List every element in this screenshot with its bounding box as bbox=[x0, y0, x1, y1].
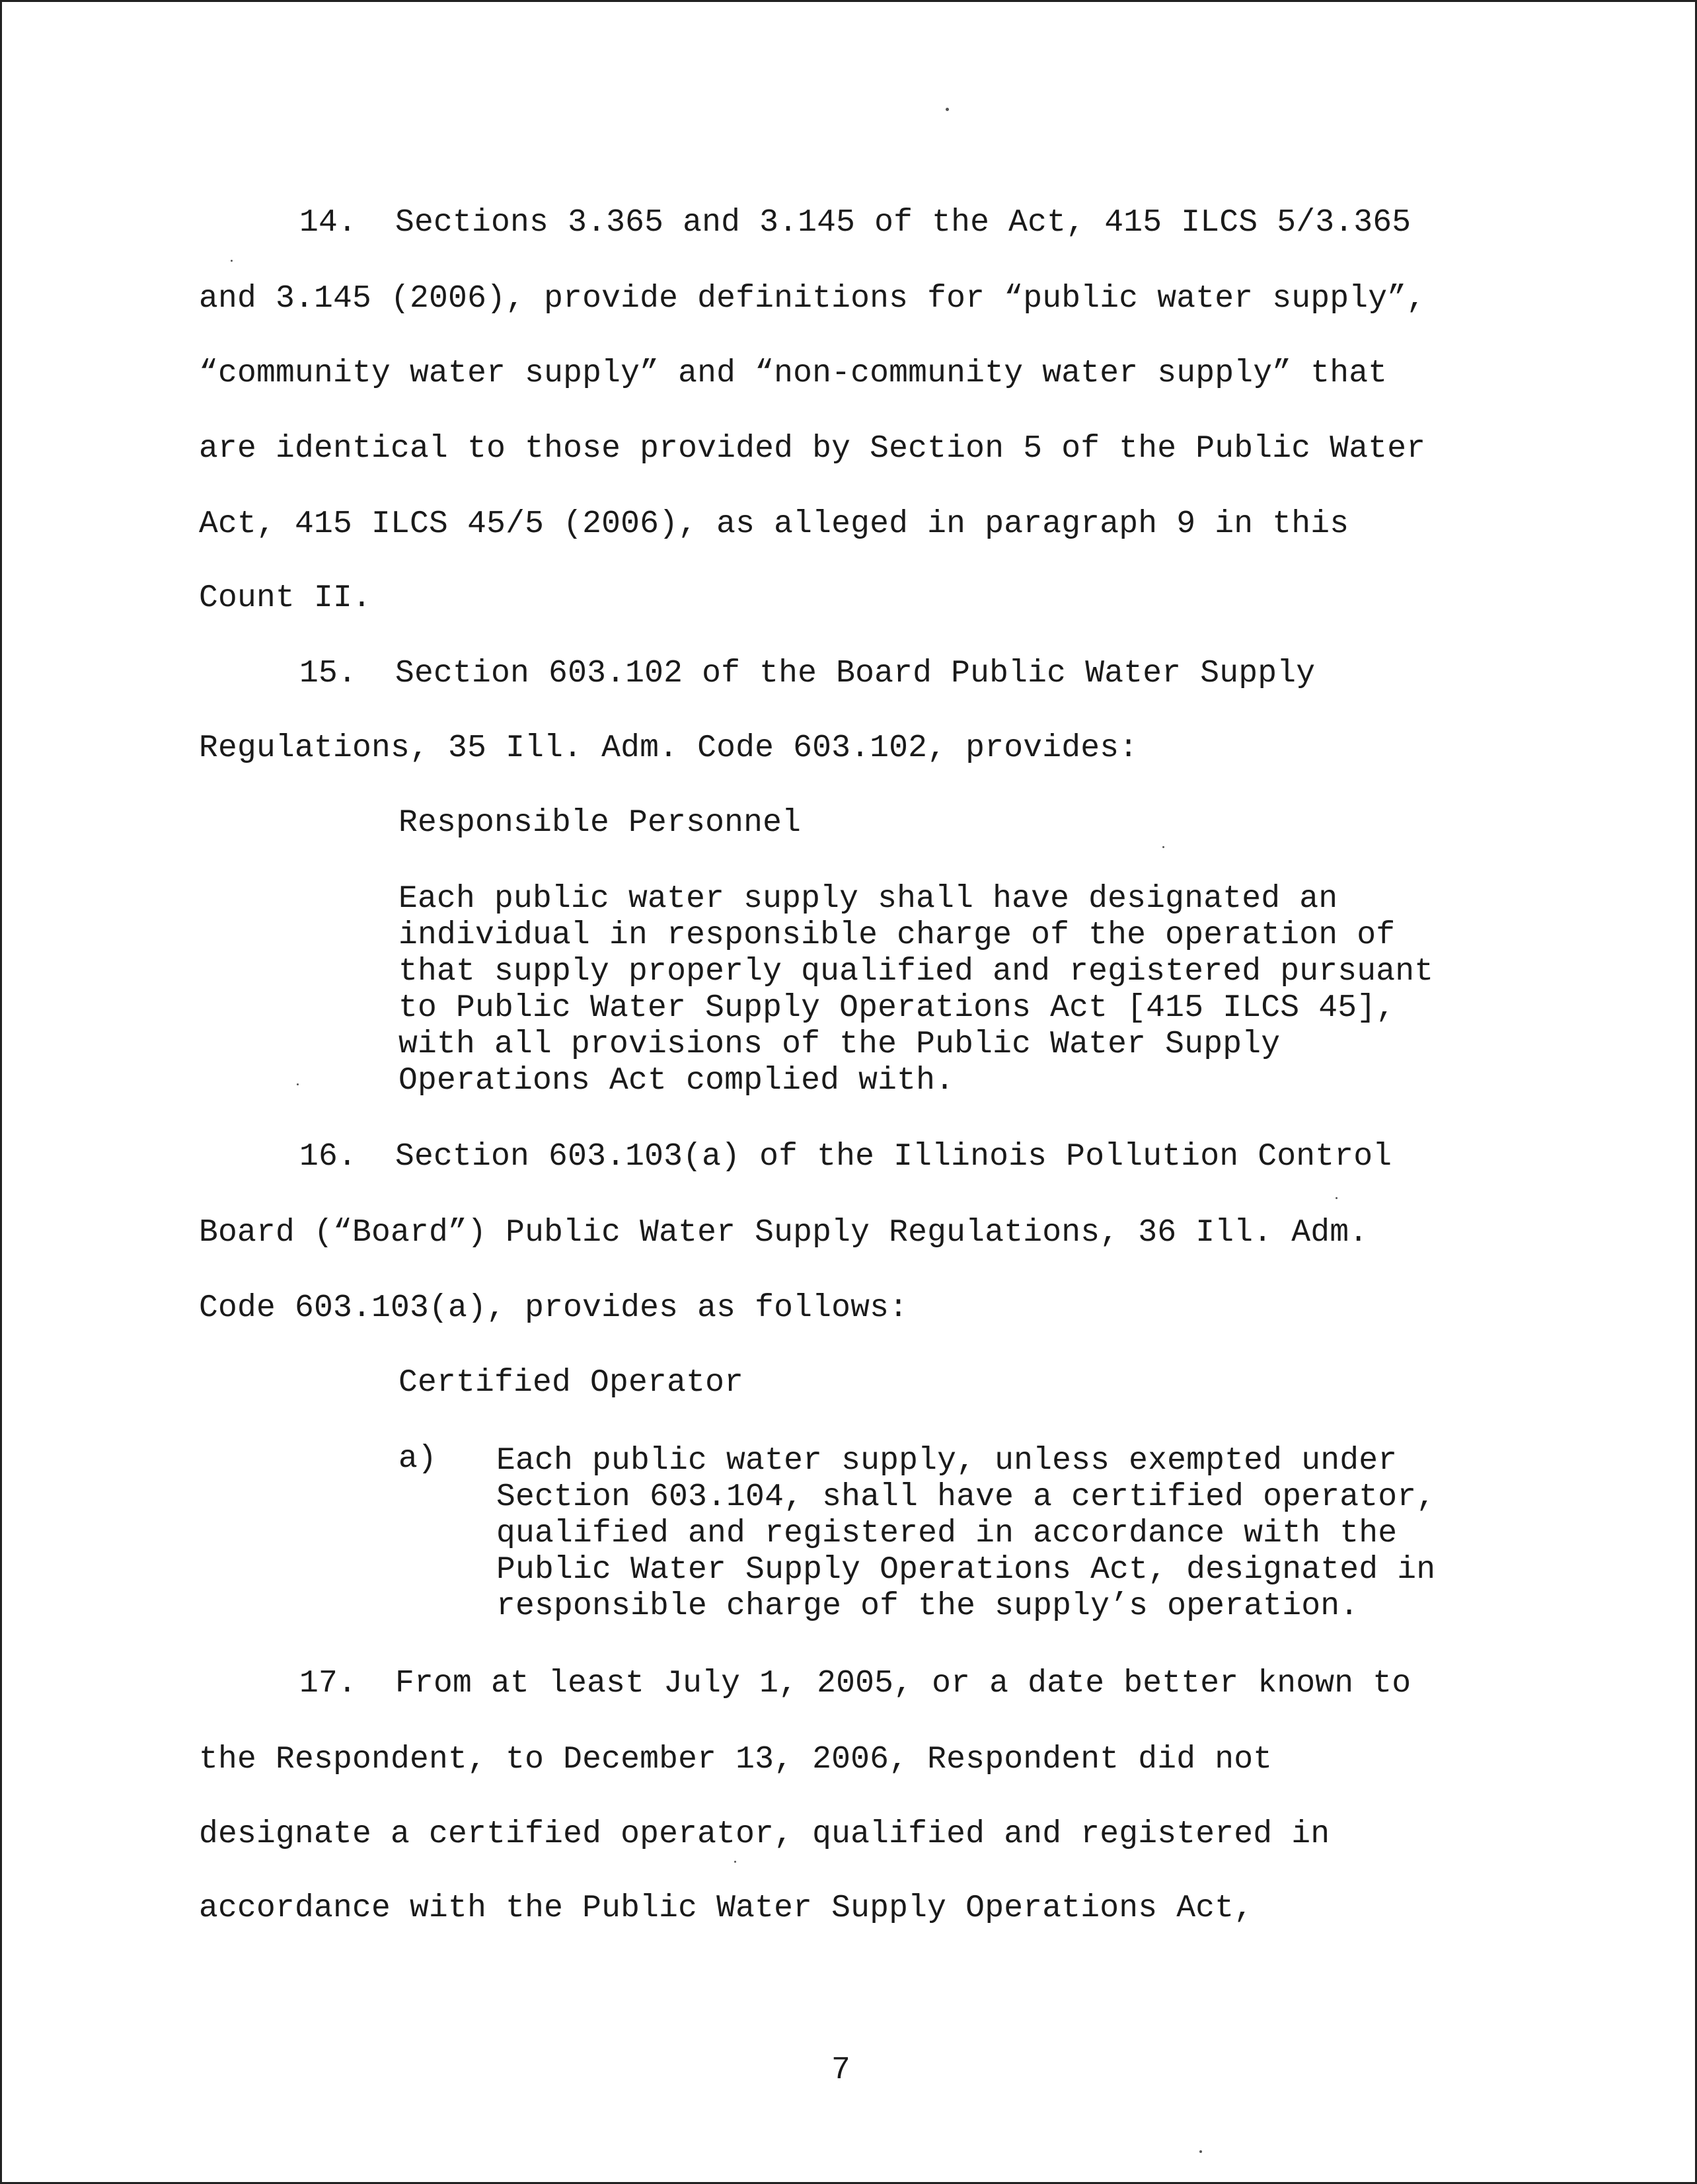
paragraph-17-line-2: the Respondent, to December 13, 2006, Respondent did not bbox=[199, 1742, 1273, 1777]
paragraph-15-line-2: Regulations, 35 Ill. Adm. Code 603.102, provides: bbox=[199, 730, 1139, 766]
quote-16-item-label: a) bbox=[398, 1441, 437, 1477]
quote-15-line-2: individual in responsible charge of the operation of bbox=[398, 917, 1396, 953]
paragraph-14-line-5: Act, 415 ILCS 45/5 (2006), as alleged in paragraph 9 in this bbox=[199, 506, 1349, 542]
paragraph-14-line-1: 14. Sections 3.365 and 3.145 of the Act, 415 ILCS 5/3.365 bbox=[299, 205, 1412, 241]
paragraph-17-line-1: 17. From at least July 1, 2005, or a date better known to bbox=[299, 1666, 1412, 1701]
paragraph-17-line-4: accordance with the Public Water Supply Operations Act, bbox=[199, 1891, 1254, 1926]
quote-16-line-3: qualified and registered in accordance with the bbox=[496, 1516, 1398, 1551]
scan-speck bbox=[297, 1083, 299, 1085]
quote-heading-certified-operator: Certified Operator bbox=[398, 1365, 744, 1401]
scan-speck bbox=[1199, 2150, 1202, 2153]
paragraph-14-line-4: are identical to those provided by Section 5 of the Public Water bbox=[199, 431, 1426, 467]
quote-15-line-5: with all provisions of the Public Water Supply bbox=[398, 1027, 1281, 1062]
paragraph-15-line-1: 15. Section 603.102 of the Board Public Water Supply bbox=[299, 656, 1316, 691]
scan-speck bbox=[231, 260, 233, 262]
scan-speck bbox=[1336, 1197, 1338, 1199]
paragraph-14-line-3: “community water supply” and “non-community water supply” that bbox=[199, 356, 1388, 391]
scan-speck bbox=[1162, 846, 1164, 848]
page-number: 7 bbox=[831, 2052, 851, 2088]
quote-15-line-4: to Public Water Supply Operations Act [415 ILCS 45], bbox=[398, 990, 1396, 1026]
paragraph-14-line-6: Count II. bbox=[199, 580, 372, 616]
paragraph-16-line-1: 16. Section 603.103(a) of the Illinois Pollution Control bbox=[299, 1139, 1392, 1175]
scan-speck bbox=[734, 1861, 736, 1863]
quote-16-line-2: Section 603.104, shall have a certified operator, bbox=[496, 1479, 1436, 1515]
paragraph-17-line-3: designate a certified operator, qualified and registered in bbox=[199, 1816, 1330, 1852]
quote-15-line-3: that supply properly qualified and registered pursuant bbox=[398, 954, 1434, 990]
paragraph-14-line-2: and 3.145 (2006), provide definitions for “public water supply”, bbox=[199, 281, 1426, 317]
quote-15-line-6: Operations Act complied with. bbox=[398, 1063, 955, 1099]
paragraph-16-line-3: Code 603.103(a), provides as follows: bbox=[199, 1290, 909, 1326]
quote-16-line-5: responsible charge of the supply’s operation. bbox=[496, 1588, 1359, 1624]
quote-15-line-1: Each public water supply shall have designated an bbox=[398, 881, 1338, 917]
scan-speck bbox=[946, 108, 949, 111]
quote-16-line-1: Each public water supply, unless exempted under bbox=[496, 1443, 1398, 1479]
quote-16-line-4: Public Water Supply Operations Act, designated in bbox=[496, 1552, 1436, 1588]
paragraph-16-line-2: Board (“Board”) Public Water Supply Regulations, 36 Ill. Adm. bbox=[199, 1215, 1369, 1251]
quote-heading-responsible-personnel: Responsible Personnel bbox=[398, 805, 802, 841]
